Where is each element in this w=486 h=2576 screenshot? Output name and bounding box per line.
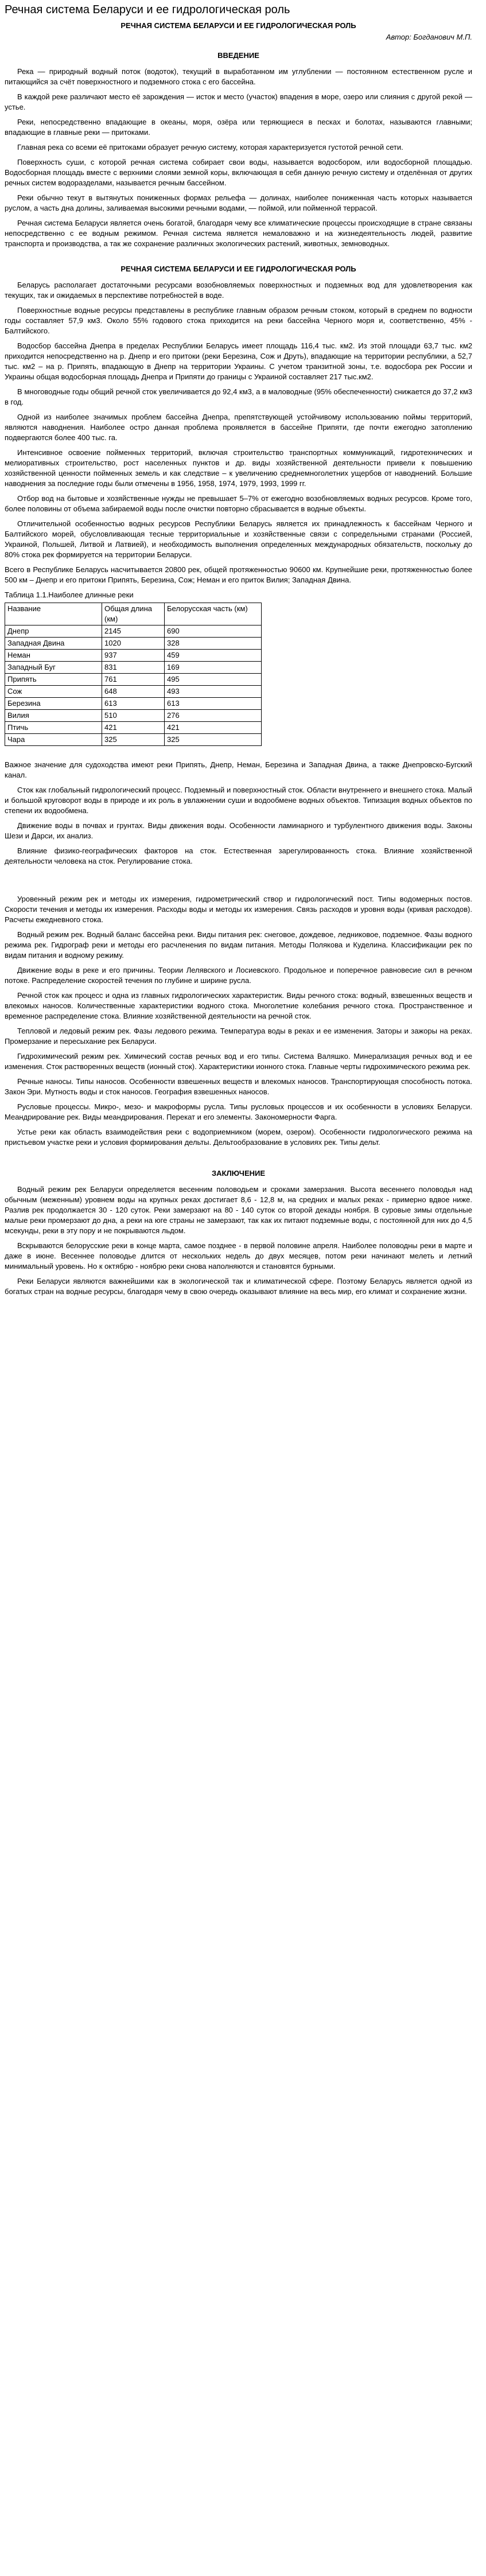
table-cell: 421 [165, 722, 262, 734]
body-paragraph: Речные наносы. Типы наносов. Особенности взвешенных веществ и влекомых наносов. Транспортирующая способность потока. Закон Эри. Мутность воды и сток наносов. География взвешенных наносов. [5, 1077, 472, 1096]
intro-paragraph: В каждой реке различают место её зарождения — исток и место (участок) впадения в море, озеро или слияния с другой рекой — устье. [5, 92, 472, 111]
body-heading: РЕЧНАЯ СИСТЕМА БЕЛАРУСИ И ЕЕ ГИДРОЛОГИЧЕСКАЯ РОЛЬ [120, 265, 356, 273]
table-cell: 169 [165, 662, 262, 674]
table-cell: 2145 [102, 625, 165, 638]
conclusion-paragraph: Водный режим рек Беларуси определяется весенним половодьем и сроками замерзания. Высота весеннего половодья над обычным (меженным) уровнем воды на крупных реках достигает 8,6 - 12,8 м, на средних и малых реках - примерно вдвое ниже. Разлив рек продолжается 30 - 120 суток. Реки замерзают на 80 - 140 суток со второй декады ноября. В суровые зимы отдельные малые реки промерзают до дна, а реки на юге страны не замерзают, так как их питают подземные воды, с постоянной для них до 4,5 мсекунды, реки в эту пору и не покрываются льдом. [5, 1185, 472, 1235]
body-paragraph: Отличительной особенностью водных ресурсов Республики Беларусь является их принадлежность к бассейнам Черного и Балтийского морей, обусловливающая тесные территориальные и хозяйственные связи с сопредельными странами (Россией, Украиной, Польшей, Литвой и Латвией), и необходимость выполнения определенных международных обязательств, поскольку до 80% стока рек формируется на территории Беларуси. [5, 519, 472, 559]
body-paragraph: Водный режим рек. Водный баланс бассейна реки. Виды питания рек: снеговое, дождевое, ледниковое, подземное. Фазы водного режима рек. Гидрограф реки и методы его расчленения по видам питания. Методы Полякова и Куделина. Классификации рек по видам питания и водному режиму. [5, 930, 472, 959]
body-paragraph: Речной сток как процесс и одна из главных гидрологических характеристик. Виды речного стока: водный, взвешенных веществ и влекомых наносов. Количественные характеристики водного стока. Многолетние колебания речного стока. Пространственное и временное распределение стока. Влияние хозяйственной деятельности на речной сток. [5, 991, 472, 1020]
page-title: Речная система Беларуси и ее гидрологическая роль [5, 3, 290, 16]
table-header-cell: Белорусская часть (км) [165, 603, 262, 625]
body-paragraph: Интенсивное освоение пойменных территорий, включая строительство транспортных коммуникаций, гидротехнических и мелиоративных строительство, рост населенных пунктов и др. виды хозяйственной деятельности привели к повышению хозяйственной ценности пойменных земель и как следствие – к увеличению среднемноголетних ущербов от наводнений. Большие наводнения за последние годы были отмечены в 1956, 1958, 1974, 1979, 1993, 1999 гг. [5, 448, 472, 488]
intro-paragraph: Реки, непосредственно впадающие в океаны, моря, озёра или теряющиеся в песках и болотах, называются главными; впадающие в главные реки — притоками. [5, 118, 472, 137]
body-paragraph: Важное значение для судоходства имеют реки Припять, Днепр, Неман, Березина и Западная Двина, а также Днепровско-Бугский канал. [5, 760, 472, 779]
intro-paragraph: Река — природный водный поток (водоток), текущий в выработанном им углублении — постоянном естественном русле и питающийся за счёт поверхностного и подземного стока с его бассейна. [5, 67, 472, 86]
section-spacer [5, 871, 472, 894]
body-paragraph: В многоводные годы общий речной сток увеличивается до 92,4 км3, а в маловодные (95% обеспеченности) снижается до 37,2 км3 в год. [5, 387, 472, 406]
body-paragraph: Сток как глобальный гидрологический процесс. Подземный и поверхностный сток. Области внутреннего и внешнего стока. Малый и большой круговорот воды в природе и их роль в увлажнении суши и водообмене водных объектов. Типизация водных объектов по степени их водообмена. [5, 786, 472, 815]
table-cell: Птичь [5, 722, 102, 734]
table-row [5, 674, 262, 686]
intro-section [5, 67, 472, 249]
intro-paragraph: Речная система Беларуси является очень богатой, благодаря чему все климатические процессы происходящие в стране связаны непосредственно с ее водным режимом. Речная система является немаловажно и на жизнедеятельность людей, развитие транспорта и производства, а так же сохранение различных экологических растений, животных, земноводных. [5, 219, 472, 248]
table-cell: Западная Двина [5, 638, 102, 650]
body-paragraph: Поверхностные водные ресурсы представлены в республике главным образом речным стоком, который в среднем по водности годы составляет 57,9 км3. Около 55% годового стока приходится на реки бассейна Черного моря и, соответственно, 45% - Балтийского. [5, 306, 472, 335]
table-cell: 648 [102, 686, 165, 698]
table-row [5, 625, 262, 638]
table-cell: 831 [102, 662, 165, 674]
body-paragraph: Устье реки как область взаимодействия реки с водоприемником (морем, озером). Особенности гидрологического режима на пристьевом участке реки и условия формирования дельты. Дельтообразование в условиях рек. Типы дельт. [5, 1128, 472, 1147]
table-header-row [5, 603, 262, 625]
table-cell: Припять [5, 674, 102, 686]
table-cell: Чара [5, 734, 102, 746]
conclusion-paragraph: Реки Беларуси являются важнейшими как в экологической так и климатической сфере. Поэтому Беларусь является одной из богатых стран на водные ресурсы, благодаря чему в свою очередь оказывают влияние на весь мир, его климат и сохранение жизни. [5, 1277, 472, 1296]
table-cell: Сож [5, 686, 102, 698]
conclusion-paragraph: Вскрываются белорусские реки в конце марта, самое позднее - в первой половине апреля. Наиболее половодны реки в марте и даже в июне. Весеннее половодье длится от нескольких недель до двух месяцев, потом реки начинают мелеть и летний минимальный уровень. Но к октябрю - ноябрю реки снова наполняются и становятся бурными. [5, 1241, 472, 1270]
table-cell: 1020 [102, 638, 165, 650]
body-paragraph: Влияние физико-географических факторов на сток. Естественная зарегулированность стока. Влияние хозяйственной деятельности человека на сток. Регулирование стока. [5, 846, 472, 865]
table-cell: Вилия [5, 710, 102, 722]
table-header-cell: Название [5, 603, 102, 625]
table-cell: 328 [165, 638, 262, 650]
table-row [5, 722, 262, 734]
intro-paragraph: Реки обычно текут в вытянутых пониженных формах рельефа — долинах, наиболее пониженная часть которых называется руслом, а часть дна долины, заливаемая высокими речными водами, — поймой, или пойменной террасой. [5, 193, 472, 212]
intro-paragraph: Поверхность суши, с которой речная система собирает свои воды, называется водосбором, или водосборной площадью. Водосборная площадь вместе с верхними слоями земной коры, включающая в себя данную речную систему и отделённая от других речных систем водоразделами, называется речным бассейном. [5, 158, 472, 187]
table-cell: 459 [165, 650, 262, 662]
table-cell: 325 [102, 734, 165, 746]
body-paragraph: Одной из наиболее значимых проблем бассейна Днепра, препятствующей устойчивому использованию поймы территорий, являются наводнения. Наиболее остро данная проблема проявляется в бассейне Припяти, где почти ежегодно затоплению подвергаются более 400 тыс. га. [5, 413, 472, 442]
table-cell: 613 [102, 698, 165, 710]
body-paragraph: Тепловой и ледовый режим рек. Фазы ледового режима. Температура воды в реках и ее изменения. Заторы и зажоры на реках. Промерзание и пересыхание рек Беларуси. [5, 1027, 472, 1046]
table-row [5, 662, 262, 674]
body-paragraph: Гидрохимический режим рек. Химический состав речных вод и его типы. Система Валяшко. Минерализация речных вод и ее изменения. Сток растворенных веществ (ионный сток). Характеристики ионного стока. Главные черты гидрохимического режима рек. [5, 1052, 472, 1071]
intro-heading: ВВЕДЕНИЕ [217, 51, 259, 60]
table-cell: 937 [102, 650, 165, 662]
table-cell: Западный Буг [5, 662, 102, 674]
table-cell: Березина [5, 698, 102, 710]
body-section-2 [5, 760, 472, 867]
table-row [5, 686, 262, 698]
table-cell: 761 [102, 674, 165, 686]
table-cell: 276 [165, 710, 262, 722]
table-cell: 613 [165, 698, 262, 710]
intro-paragraph: Главная река со всеми её притоками образует речную систему, которая характеризуется густотой речной сети. [17, 143, 403, 151]
rivers-table [5, 603, 262, 746]
table-cell: 690 [165, 625, 262, 638]
table-row [5, 650, 262, 662]
conclusion-heading: ЗАКЛЮЧЕНИЕ [211, 1169, 266, 1178]
table-row [5, 734, 262, 746]
main-heading: РЕЧНАЯ СИСТЕМА БЕЛАРУСИ И ЕЕ ГИДРОЛОГИЧЕСКАЯ РОЛЬ [120, 21, 356, 30]
body-paragraph: Движение воды в реке и его причины. Теории Лелявского и Лосиевского. Продольное и поперечное равновесие сил в речном потоке. Распределение скоростей течения по глубине и ширине русла. [5, 966, 472, 985]
table-row [5, 710, 262, 722]
body-paragraph: Беларусь располагает достаточными ресурсами возобновляемых поверхностных и подземных вод для удовлетворения как текущих, так и ожидаемых в перспективе потребностей в воде. [5, 281, 472, 300]
body-paragraph: Водосбор бассейна Днепра в пределах Республики Беларусь имеет площадь 116,4 тыс. км2. Из этой площади 63,7 тыс. км2 приходится непосредственно на р. Днепр и его притоки (реки Березина, Сож и Друть), впадающие на территории республики, а 52,7 тыс. км2 – на р. Припять, впадающую в Днепр на территории Украины. С учетом транзитной зоны, т.е. водосбора рек России и Украины общая водосборная площадь Днепра и Припяти до границы с Украиной составляет 217 тыс.км2. [5, 341, 472, 381]
table-cell: 493 [165, 686, 262, 698]
table-cell: 510 [102, 710, 165, 722]
table-cell: 495 [165, 674, 262, 686]
body-section-1 [5, 280, 472, 585]
body-paragraph: Движение воды в почвах и грунтах. Виды движения воды. Особенности ламинарного и турбулентного движения воды. Законы Шези и Дарси, их анализ. [5, 821, 472, 840]
body-paragraph: Русловые процессы. Микро-, мезо- и макроформы русла. Типы русловых процессов и их особенности в условиях Беларуси. Меандрирование рек. Виды меандрирования. Перекат и его элементы. Закономерности Фарга. [5, 1102, 472, 1121]
document [0, 0, 477, 1297]
table-cell: Днепр [5, 625, 102, 638]
table-caption: Таблица 1.1.Наиболее длинные реки [5, 590, 134, 599]
table-cell: Неман [5, 650, 102, 662]
body-section-3 [5, 894, 472, 1148]
rivers-count-paragraph: Всего в Республике Беларусь насчитывается 20800 рек, общей протяженностью 90600 км. Крупнейшие реки, протяженностью более 500 км – Днепр и его притоки Припять, Березина, Сож; Неман и его приток Вилия; Западная Двина. [5, 565, 472, 584]
conclusion-section [5, 1184, 472, 1297]
author-line: Автор: Богданович М.П. [386, 33, 472, 41]
body-paragraph: Уровенный режим рек и методы их измерения, гидрометрический створ и гидрологический пост. Типы водомерных постов. Скорости течения и методы их измерения. Расходы воды и методы их измерения. Связь расходов и уровня воды (кривая расходов). Расчеты ежедневного стока. [5, 895, 472, 924]
table-row [5, 638, 262, 650]
table-cell: 325 [165, 734, 262, 746]
table-row [5, 698, 262, 710]
body-paragraph: Отбор вод на бытовые и хозяйственные нужды не превышает 5–7% от ежегодно возобновляемых водных ресурсов. Кроме того, более половины от объема забираемой воды после очистки повторно сбрасывается в водные объекты. [5, 494, 472, 513]
table-cell: 421 [102, 722, 165, 734]
table-header-cell: Общая длина (км) [102, 603, 165, 625]
